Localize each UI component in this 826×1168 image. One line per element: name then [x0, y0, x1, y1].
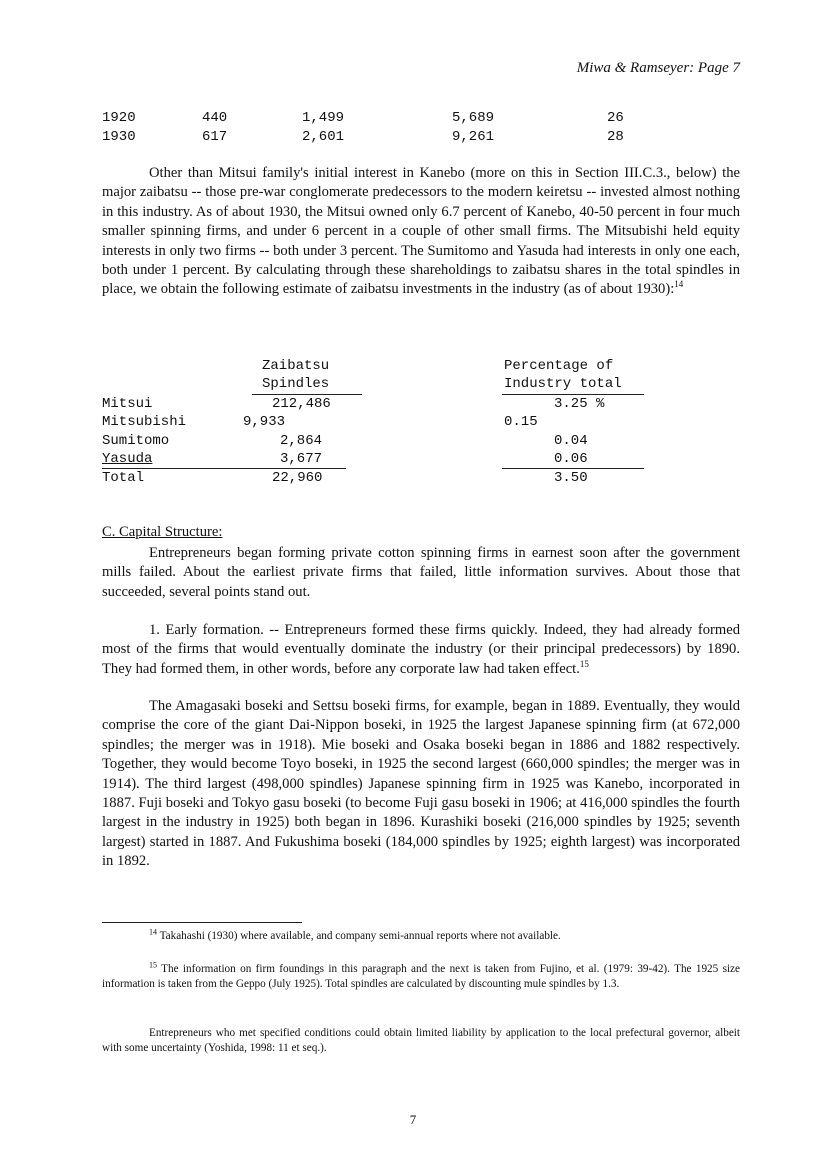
paragraph-text: Other than Mitsui family's initial interest in Kanebo (more on this in Section III.C.3., below) the major zaibatsu -- those pre-war conglomerate predecessors to the modern keiretsu -- invested almost nothing in this industry. As of about 1930, the Mitsui owned only 6.7 percent of Kanebo, 40-50 percent in four much smaller spinning firms, and under 6 percent in a couple of other small firms. The Mitsubishi held equity interests in only two firms -- both under 3 percent. The Sumitomo and Yasuda had interests in only one each, both under 1 percent. By calculating through these shareholdings to zaibatsu shares in the total spindles in place, we obtain the following estimate of zaibatsu investments in the industry (as of about 1930): [102, 165, 740, 298]
footnote-14 [102, 929, 740, 944]
header-rule [252, 394, 362, 395]
column-header: Percentage of [504, 358, 614, 374]
row-label: Sumitomo [102, 433, 170, 449]
table-cell: 1930 [102, 129, 136, 145]
table-cell: 5,689 [452, 110, 495, 126]
footnote-text: The information on firm foundings in this paragraph and the next is taken from Fujino, et al. (1979: 39-42). The 1925 size information is taken from the Geppo (July 1925). Total spindles are calculated by discounting mule spindles by 1.3. [102, 963, 740, 990]
table-cell: 26 [607, 110, 624, 126]
total-rule [102, 468, 346, 469]
row-label: Mitsubishi [102, 414, 187, 430]
column-header: Spindles [262, 376, 330, 392]
table-cell: 2,601 [302, 129, 345, 145]
percentage-value: 0.15 [504, 414, 538, 430]
spindles-value: 22,960 [272, 470, 323, 486]
subsection-lead: 1. Early formation. [149, 622, 264, 638]
table-cell: 440 [202, 110, 228, 126]
spindles-value: 9,933 [243, 414, 286, 430]
running-head: Miwa & Ramseyer: Page 7 [576, 60, 740, 76]
percentage-value: 3.25 % [554, 396, 605, 412]
spindles-value: 2,864 [280, 433, 323, 449]
column-header: Industry total [504, 376, 622, 392]
table-cell: 1920 [102, 110, 136, 126]
footnote-number: 14 [149, 927, 157, 937]
section-heading [102, 523, 740, 542]
row-label: Mitsui [102, 396, 153, 412]
footnote-ref: 14 [674, 279, 684, 290]
body-paragraph [102, 621, 740, 679]
footnote-ref: 15 [579, 658, 589, 669]
percentage-value: 0.06 [554, 451, 588, 467]
section-heading-text: C. Capital Structure: [102, 524, 223, 540]
percentage-value: 3.50 [554, 470, 588, 486]
table-cell: 617 [202, 129, 228, 145]
table-cell: 1,499 [302, 110, 345, 126]
row-label: Total [102, 470, 145, 486]
body-paragraph [102, 544, 740, 602]
footnote-15-continued [102, 1026, 740, 1056]
table-cell: 28 [607, 129, 624, 145]
spindles-value: 3,677 [280, 451, 323, 467]
paragraph-text: Entrepreneurs began forming private cotton spinning firms in earnest soon after the government mills failed. About the earliest private firms that failed, little information survives. About those that succeeded, several points stand out. [102, 545, 740, 600]
paragraph-text: -- Entrepreneurs formed these firms quickly. Indeed, they had already formed most of the firms that would eventually dominate the industry (or their principal predecessors) by 1890. They had formed them, in other words, before any corporate law had taken effect. [102, 622, 741, 677]
row-label: Yasuda [102, 451, 153, 467]
footnote-separator [102, 922, 302, 923]
spindles-value: 212,486 [272, 396, 331, 412]
footnote-number: 15 [149, 960, 157, 970]
page-number: 7 [409, 1112, 417, 1127]
table-cell: 9,261 [452, 129, 495, 145]
paragraph-text: The Amagasaki boseki and Settsu boseki firms, for example, began in 1889. Eventually, they would comprise the core of the giant Dai-Nippon boseki, in 1925 the largest Japanese spinning firm (at 672,000 spindles; the merger was in 1918). Mie boseki and Osaka boseki began in 1886 and 1882 respectively. Together, they would become Toyo boseki, in 1925 the second largest (660,000 spindles; the merger was in 1914). The third largest (498,000 spindles) Japanese spinning firm in 1925 was Kanebo, incorporated in 1887. Fuji boseki and Tokyo gasu boseki (to become Fuji gasu boseki in 1906; at 416,000 spindles the fourth largest in the industry in 1925) both began in 1896. Kurashiki boseki (216,000 spindles by 1925; seventh largest) started in 1887. And Fukushima boseki (184,000 spindles by 1925; eighth largest) was incorporated in 1892. [102, 698, 740, 870]
body-paragraph [102, 697, 740, 872]
total-rule [502, 468, 644, 469]
percentage-value: 0.04 [554, 433, 588, 449]
footnote-15 [102, 962, 740, 992]
column-header: Zaibatsu [262, 358, 330, 374]
footnote-text: Entrepreneurs who met specified conditions could obtain limited liability by application to the local prefectural governor, albeit with some uncertainty (Yoshida, 1998: 11 et seq.). [102, 1027, 740, 1054]
footnote-text: Takahashi (1930) where available, and company semi-annual reports where not available. [159, 930, 561, 942]
body-paragraph [102, 164, 740, 300]
header-rule [502, 394, 644, 395]
